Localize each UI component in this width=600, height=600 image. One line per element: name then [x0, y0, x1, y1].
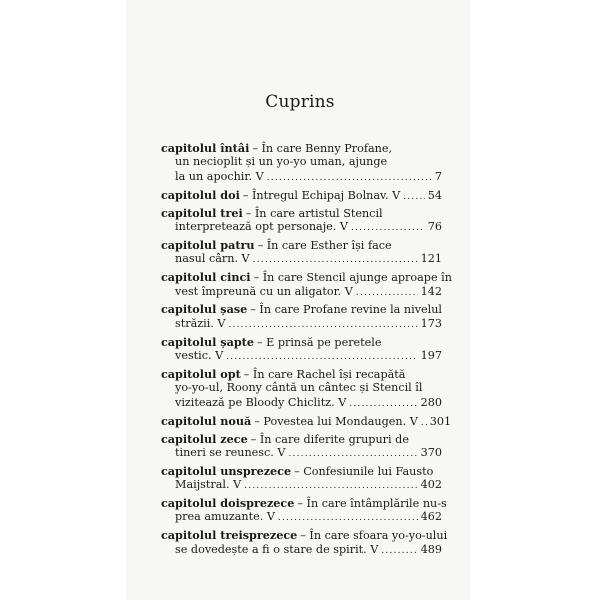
- chapter-label: capitolul șapte: [161, 334, 254, 349]
- dot-leader: [381, 544, 417, 558]
- toc-entry: [161, 302, 442, 331]
- toc-entry: [161, 432, 442, 461]
- chapter-description: – În care sfoara yo-yo-ului: [300, 529, 448, 543]
- chapter-description: vizitează pe Bloody Chiclitz. V: [175, 395, 347, 409]
- toc-line: [161, 220, 442, 234]
- toc-line: [161, 446, 442, 460]
- page-number: 121: [420, 252, 442, 266]
- page-number: 489: [420, 542, 442, 556]
- toc-entry: [161, 206, 442, 235]
- toc-line: [161, 155, 442, 169]
- chapter-label: capitolul trei: [161, 205, 243, 220]
- toc-entry: [161, 188, 442, 202]
- toc-entry: [161, 335, 442, 364]
- toc-line: [161, 367, 442, 381]
- chapter-label: capitolul unsprezece: [161, 463, 292, 478]
- toc-line: [161, 206, 442, 220]
- toc-entry: [161, 141, 442, 184]
- chapter-description: – Confesiunile lui Fausto: [294, 464, 434, 478]
- page-number: 54: [427, 188, 442, 202]
- toc-line: [161, 317, 442, 331]
- chapter-label: capitolul opt: [161, 366, 241, 381]
- page-number: 301: [429, 414, 452, 428]
- toc-line: [161, 510, 442, 524]
- toc-line: [161, 270, 452, 285]
- chapter-description: un necioplit și un yo-yo uman, ajunge: [175, 155, 388, 169]
- toc-line: [161, 496, 447, 511]
- dot-leader: [267, 171, 432, 185]
- chapter-description: yo-yo-ul, Roony cântă un cântec și Stencil îl: [175, 381, 423, 395]
- chapter-label: capitolul patru: [161, 237, 255, 252]
- chapter-description: interpretează opt personaje. V: [175, 219, 348, 233]
- chapter-label: capitolul zece: [161, 431, 248, 446]
- chapter-description: – În care diferite grupuri de: [250, 432, 409, 446]
- chapter-description: nasul cârn. V: [175, 252, 250, 266]
- chapter-description: se dovedește a fi o stare de spirit. V: [175, 542, 379, 556]
- chapter-description: – În care întâmplările nu-s: [297, 497, 447, 511]
- chapter-label: capitolul întâi: [161, 141, 250, 155]
- chapter-label: capitolul nouă: [161, 413, 252, 428]
- toc-line: [161, 464, 442, 478]
- chapter-label: capitolul doisprezece: [161, 496, 295, 511]
- toc-entry: [161, 413, 452, 428]
- toc-line: [161, 413, 452, 428]
- toc-line: [161, 528, 448, 543]
- chapter-description: tineri se reunesc. V: [175, 445, 286, 459]
- chapter-description: vest împreună cu un aligator. V: [175, 284, 353, 298]
- chapter-description: – În care artistul Stencil: [245, 206, 383, 220]
- toc-entry: [161, 496, 447, 525]
- toc-line: [161, 238, 442, 252]
- toc-entry: [161, 464, 442, 493]
- dot-leader: [226, 350, 417, 364]
- toc-entry: [161, 367, 442, 410]
- toc-line: [161, 302, 442, 316]
- dot-leader: [356, 286, 418, 300]
- chapter-label: capitolul șase: [161, 302, 248, 317]
- chapter-description: – Întregul Echipaj Bolnav. V: [242, 188, 401, 202]
- toc-line: [161, 543, 442, 557]
- chapter-description: prea amuzante. V: [175, 510, 275, 524]
- toc-line: [161, 478, 442, 492]
- chapter-description: Maijstral. V: [175, 478, 242, 492]
- page-number: 173: [420, 316, 442, 330]
- chapter-label: capitolul doi: [161, 187, 240, 202]
- chapter-description: la un apochir. V: [175, 169, 264, 183]
- toc-line: [161, 335, 442, 349]
- dot-leader: [253, 253, 418, 267]
- dot-leader: [351, 221, 425, 235]
- dot-leader: [244, 479, 417, 493]
- toc-entry: [161, 238, 442, 267]
- dot-leader: [349, 397, 417, 411]
- dot-leader: [421, 416, 427, 430]
- toc-line: [161, 252, 442, 266]
- page-number: 370: [420, 445, 442, 459]
- chapter-description: vestic. V: [175, 349, 224, 363]
- chapter-label: capitolul treisprezece: [161, 528, 298, 543]
- toc-entry: [161, 270, 452, 299]
- toc-line: [161, 432, 442, 446]
- page-number: 142: [420, 284, 442, 298]
- page-title: Cuprins: [265, 92, 335, 112]
- chapter-label: capitolul cinci: [161, 270, 251, 285]
- page-number: 197: [420, 349, 442, 363]
- chapter-description: – În care Rachel își recapătă: [243, 367, 406, 381]
- toc-line: [161, 285, 442, 299]
- chapter-description: – În care Stencil ajunge aproape în: [253, 271, 452, 285]
- chapter-description: – În care Profane revine la nivelul: [250, 303, 442, 317]
- chapter-description: – În care Esther își face: [257, 238, 392, 252]
- toc-line: [161, 381, 442, 395]
- page-number: 280: [420, 395, 442, 409]
- toc-line: [161, 349, 442, 363]
- dot-leader: [229, 318, 418, 332]
- toc-line: [161, 141, 442, 155]
- page-number: 76: [427, 219, 442, 233]
- dot-leader: [278, 511, 418, 525]
- table-of-contents: [161, 141, 452, 561]
- page-number: 402: [420, 478, 442, 492]
- page-number: 462: [420, 510, 442, 524]
- chapter-description: – E prinsă pe peretele: [256, 335, 382, 349]
- dot-leader: [289, 447, 418, 461]
- toc-entry: [161, 528, 448, 557]
- toc-line: [161, 188, 442, 202]
- toc-line: [161, 396, 442, 410]
- toc-line: [161, 170, 442, 184]
- chapter-description: – În care Benny Profane,: [252, 142, 393, 155]
- dot-leader: [403, 190, 425, 204]
- chapter-description: străzii. V: [175, 316, 226, 330]
- page-number: 7: [434, 169, 442, 183]
- chapter-description: – Povestea lui Mondaugen. V: [254, 414, 418, 428]
